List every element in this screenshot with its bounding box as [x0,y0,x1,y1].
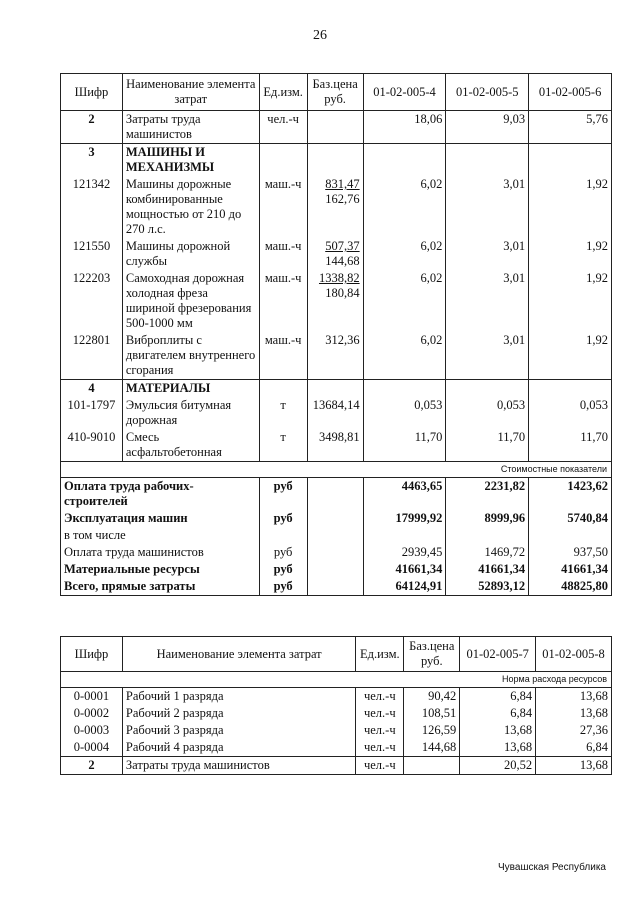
price-cell [307,561,363,578]
name-cell: Рабочий 3 разряда [122,722,355,739]
cost-row [61,578,612,596]
value-cell: 11,70 [446,429,529,462]
header-cell: 01-02-005-4 [363,74,446,111]
unit-cell: руб [259,510,307,527]
unit-cell [259,527,307,544]
price-value: 1338,82 [318,271,360,285]
header-cell: Наименование элемента затрат [122,74,259,111]
name-cell: Смесь асфальтобетонная [122,429,259,462]
price-cell [307,238,363,270]
value-cell: 937,50 [529,544,612,561]
footer-region: Чувашская Республика [498,862,606,873]
value-cell: 5740,84 [529,510,612,527]
name-cell: Рабочий 4 разряда [122,739,355,757]
value-cell [529,144,612,177]
value-cell: 6,02 [363,238,446,270]
value-cell [446,380,529,398]
value-cell: 11,70 [363,429,446,462]
price-cell [307,380,363,398]
unit-cell [259,144,307,177]
name-cell: Затраты труда машинистов [122,111,259,144]
value-cell: 1,92 [529,332,612,380]
value-cell [363,144,446,177]
value-cell: 48825,80 [529,578,612,596]
value-cell: 6,84 [460,705,536,722]
value-cell: 5,76 [529,111,612,144]
name-cell: Эмульсия битумная дорожная [122,397,259,429]
code-cell: 0-0002 [61,705,123,722]
value-cell: 0,053 [529,397,612,429]
resource-table-2 [60,636,612,775]
cost-row [61,561,612,578]
name-cell: МАШИНЫ И МЕХАНИЗМЫ [122,144,259,177]
header-cell: Шифр [61,74,123,111]
price-cell: 90,42 [404,688,460,706]
table-row [61,688,612,706]
name-cell: Машины дорожной службы [122,238,259,270]
price-value-secondary: 162,76 [325,192,360,206]
code-cell: 122801 [61,332,123,380]
value-cell: 2939,45 [363,544,446,561]
code-cell: 4 [61,380,123,398]
value-cell: 13,68 [460,722,536,739]
header-cell: 01-02-005-6 [529,74,612,111]
value-cell: 41661,34 [529,561,612,578]
unit-cell: чел.-ч [259,111,307,144]
price-cell [307,429,363,462]
value-cell: 1,92 [529,270,612,332]
table-row [61,176,612,238]
price-cell [307,478,363,511]
cost-name-cell: в том числе [61,527,260,544]
table-row [61,757,612,775]
unit-cell: руб [259,478,307,511]
cost-note: Стоимостные показатели [61,462,612,478]
value-cell [363,380,446,398]
cost-name-cell: Оплата труда рабочих-строителей [61,478,260,511]
value-cell [446,144,529,177]
unit-cell: руб [259,561,307,578]
value-cell: 27,36 [536,722,612,739]
cost-row [61,527,612,544]
cost-name-cell: Оплата труда машинистов [61,544,260,561]
unit-cell [259,380,307,398]
price-value: 3498,81 [318,430,360,444]
unit-cell: чел.-ч [356,705,404,722]
value-cell: 2231,82 [446,478,529,511]
value-cell: 6,02 [363,332,446,380]
cost-row [61,544,612,561]
header-cell: Баз.цена руб. [404,637,460,672]
value-cell: 1,92 [529,238,612,270]
price-value: 831,47 [325,177,360,191]
price-cell [307,544,363,561]
header-cell: Ед.изм. [259,74,307,111]
code-cell: 2 [61,111,123,144]
table-row [61,397,612,429]
unit-cell: руб [259,544,307,561]
header-cell: Ед.изм. [356,637,404,672]
value-cell: 1,92 [529,176,612,238]
unit-cell: чел.-ч [356,739,404,757]
code-cell: 3 [61,144,123,177]
table-header-row [61,637,612,672]
price-cell: 108,51 [404,705,460,722]
table-row [61,705,612,722]
price-value-secondary: 180,84 [325,286,360,300]
header-cell: Шифр [61,637,123,672]
cost-row [61,478,612,511]
norm-note-row [61,672,612,688]
header-cell: 01-02-005-7 [460,637,536,672]
unit-cell: чел.-ч [356,722,404,739]
code-cell: 121342 [61,176,123,238]
table-row [61,380,612,398]
table-row [61,429,612,462]
table-row [61,111,612,144]
price-cell [307,578,363,596]
value-cell: 64124,91 [363,578,446,596]
price-cell [307,176,363,238]
code-cell: 0-0004 [61,739,123,757]
page-number: 26 [313,28,327,43]
name-cell: Самоходная дорожная холодная фреза шириной фрезерования 500-1000 мм [122,270,259,332]
resource-table-1 [60,73,612,596]
name-cell: Затраты труда машинистов [122,757,355,775]
code-cell: 0-0003 [61,722,123,739]
unit-cell: чел.-ч [356,688,404,706]
cost-name-cell: Всего, прямые затраты [61,578,260,596]
name-cell: Виброплиты с двигателем внутреннего сгорания [122,332,259,380]
value-cell: 3,01 [446,176,529,238]
value-cell: 1469,72 [446,544,529,561]
value-cell: 20,52 [460,757,536,775]
value-cell: 17999,92 [363,510,446,527]
value-cell: 6,02 [363,176,446,238]
value-cell: 13,68 [536,688,612,706]
header-cell: 01-02-005-8 [536,637,612,672]
unit-cell: руб [259,578,307,596]
value-cell: 8999,96 [446,510,529,527]
header-cell: Наименование элемента затрат [122,637,355,672]
value-cell: 0,053 [363,397,446,429]
price-cell [307,144,363,177]
name-cell: Рабочий 1 разряда [122,688,355,706]
value-cell: 13,68 [460,739,536,757]
cost-note-row [61,462,612,478]
price-value-secondary: 144,68 [325,254,360,268]
price-value: 507,37 [325,239,360,253]
unit-cell: т [259,397,307,429]
price-cell [307,332,363,380]
name-cell: Машины дорожные комбинированные мощностью от 210 до 270 л.с. [122,176,259,238]
value-cell: 13,68 [536,705,612,722]
table-row [61,722,612,739]
table-row [61,739,612,757]
price-cell [307,527,363,544]
code-cell: 0-0001 [61,688,123,706]
unit-cell: маш.-ч [259,238,307,270]
value-cell: 52893,12 [446,578,529,596]
unit-cell: чел.-ч [356,757,404,775]
cost-name-cell: Эксплуатация машин [61,510,260,527]
code-cell: 410-9010 [61,429,123,462]
cost-name-cell: Материальные ресурсы [61,561,260,578]
value-cell [529,380,612,398]
value-cell: 1423,62 [529,478,612,511]
price-value: 312,36 [325,333,360,347]
value-cell: 6,84 [460,688,536,706]
cost-row [61,510,612,527]
price-cell [307,270,363,332]
value-cell: 6,02 [363,270,446,332]
value-cell [446,527,529,544]
table-row [61,238,612,270]
code-cell: 2 [61,757,123,775]
value-cell [363,527,446,544]
table-row [61,332,612,380]
value-cell: 13,68 [536,757,612,775]
price-cell [307,111,363,144]
unit-cell: маш.-ч [259,332,307,380]
value-cell [529,527,612,544]
header-cell: 01-02-005-5 [446,74,529,111]
table-row [61,144,612,177]
value-cell: 3,01 [446,332,529,380]
value-cell: 41661,34 [363,561,446,578]
unit-cell: маш.-ч [259,176,307,238]
value-cell: 4463,65 [363,478,446,511]
unit-cell: маш.-ч [259,270,307,332]
value-cell: 0,053 [446,397,529,429]
name-cell: МАТЕРИАЛЫ [122,380,259,398]
header-cell: Баз.цена руб. [307,74,363,111]
table-header-row [61,74,612,111]
value-cell: 6,84 [536,739,612,757]
value-cell: 11,70 [529,429,612,462]
unit-cell: т [259,429,307,462]
code-cell: 121550 [61,238,123,270]
name-cell: Рабочий 2 разряда [122,705,355,722]
table-row [61,270,612,332]
code-cell: 122203 [61,270,123,332]
price-cell [307,397,363,429]
value-cell: 9,03 [446,111,529,144]
value-cell: 18,06 [363,111,446,144]
value-cell: 41661,34 [446,561,529,578]
value-cell: 3,01 [446,270,529,332]
norm-note: Норма расхода ресурсов [61,672,612,688]
price-cell [307,510,363,527]
code-cell: 101-1797 [61,397,123,429]
price-cell [404,757,460,775]
value-cell: 3,01 [446,238,529,270]
price-cell: 126,59 [404,722,460,739]
price-cell: 144,68 [404,739,460,757]
price-value: 13684,14 [312,398,360,412]
